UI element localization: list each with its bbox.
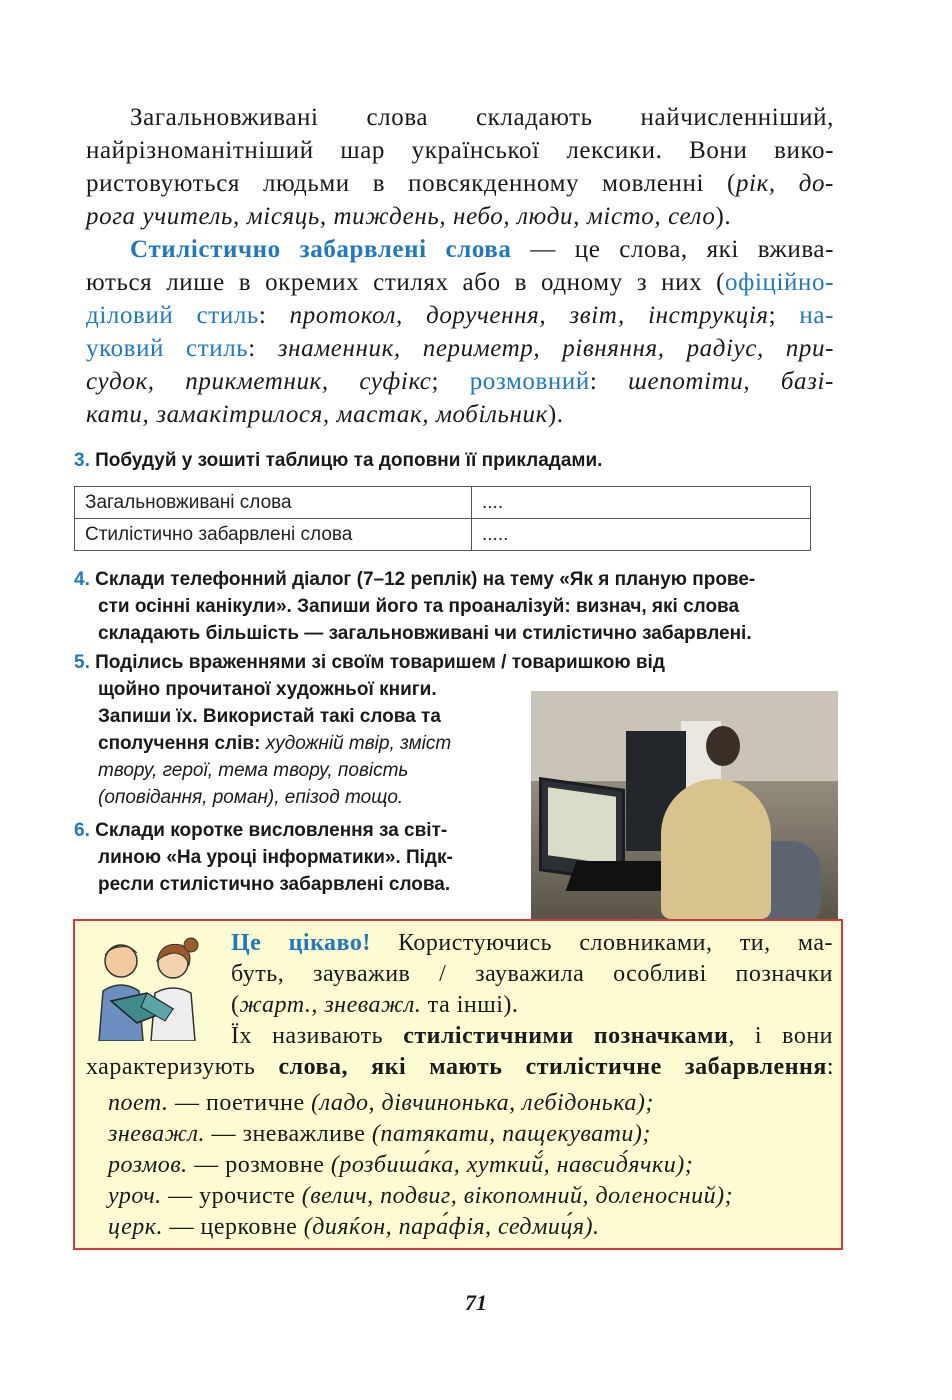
task-4: 4. Склади телефонний діалог (7–12 реплік) на тему «Як я планую прове- сти осінні канікули». Запиши його та проаналізуй: визнач, які слова складають більшість — загальновживані чи стилістично забарвлені. <box>74 569 756 644</box>
reading-children-illustration <box>81 931 211 1041</box>
task-3-number: 3. <box>74 450 90 471</box>
task-4-number: 4. <box>74 569 90 590</box>
task-6: 6. Склади коротке висловлення за світ- линою «На уроці інформатики». Підк- ресли стилістично забарвлені слова. <box>74 820 453 895</box>
paragraph-stylistic-words <box>86 233 834 431</box>
list-item: зневажл. — зневажливе (патякати, пащекувати); <box>108 1121 651 1147</box>
p2-line4: уковий стиль: знаменник, периметр, рівняння, радіус, при- <box>86 335 834 362</box>
p1-line2: найрізноманітніший шар української лексики. Вони вико- <box>86 137 834 164</box>
note-text: Це цікаво! Користуючись словниками, ти, ма- буть, зауважив / зауважила особливі позначки (жарт., зневажл. та інші). Їх називають стилістичними позначками, і вони <box>231 930 834 1049</box>
p1-line4: рога учитель, місяць, тиждень, небо, люди, місто, село). <box>86 203 732 230</box>
p2-line1: Стилістично забарвлені слова — це слова, які вжива- <box>130 236 835 263</box>
task-3-text: Побудуй у зошиті таблицю та доповни її прикладами. <box>95 450 603 471</box>
task-3 <box>74 447 602 474</box>
p1-line3: ристовуються людьми в повсякденному мовленні (рік, до- <box>86 170 834 197</box>
p1-line1: Загальновживані слова складають найчисленніший, <box>130 104 834 131</box>
term-stylistic: Стилістично забарвлені слова <box>130 236 512 263</box>
table-cell: .... <box>472 487 811 519</box>
table-cell: ..... <box>472 519 811 551</box>
p2-line3: діловий стиль: протокол, доручення, звіт, інструкція; на- <box>86 302 834 329</box>
task-6-number: 6. <box>74 820 90 841</box>
photo-girl <box>661 779 771 919</box>
table-row <box>75 487 811 519</box>
table-cell: Загальновживані слова <box>75 487 472 519</box>
table-cell: Стилістично забарвлені слова <box>75 519 472 551</box>
page-number: 71 <box>465 1290 487 1315</box>
computer-class-photo <box>531 691 838 919</box>
p2-line2: ються лише в окремих стилях або в одному з них (офіційно- <box>86 269 834 296</box>
table-row <box>75 519 811 551</box>
note-heading: Це цікаво! <box>231 930 371 956</box>
note-text-wide: характеризують слова, які мають стилістичне забарвлення: <box>86 1054 835 1080</box>
list-item: уроч. — урочисте (велич, подвиг, вікопомний, доленосний); <box>108 1183 734 1209</box>
list-item: розмов. — розмовне (розбиша́ка, хуткий́, навсид́ячки); <box>108 1152 694 1178</box>
list-item: поет. — поетичне (ладо, дівчинонька, лебідонька); <box>108 1090 654 1116</box>
task-5: 5. Поділись враженнями зі своїм товаришем / товаришкою від щойно прочитаної художньої книги. Запиши їх. Використай такі слова та сполучення слів: художній твір, зміст твору, герої, тема твору, повість (оповідання, роман), епізод тощо. <box>74 652 665 808</box>
list-item: церк. — церковне (дияќон, пара́фія, седмиц́я). <box>108 1214 600 1240</box>
paragraph-common-words <box>86 101 834 233</box>
task-5-number: 5. <box>74 652 90 673</box>
photo-boy <box>706 726 740 766</box>
note-list <box>108 1088 838 1243</box>
p2-line6: кати, замакітрилося, мастак, мобільник). <box>86 401 564 428</box>
p2-line5: судок, прикметник, суфікс; розмовний: шепотіти, базі- <box>86 368 834 395</box>
vocabulary-table <box>74 486 811 551</box>
